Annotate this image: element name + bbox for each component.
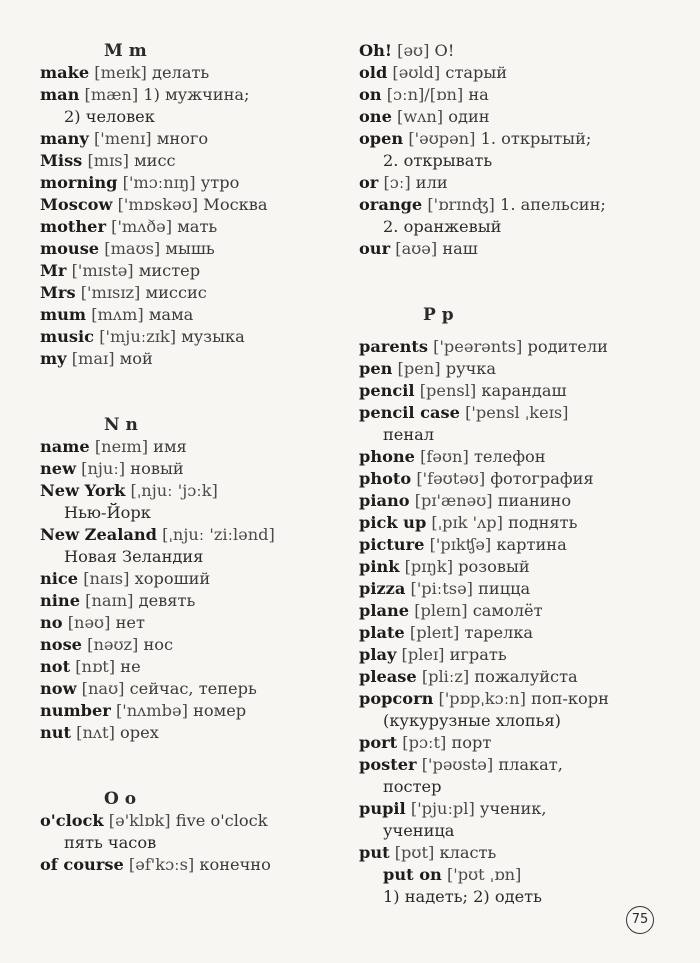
transcription: ['pɪkʧə] <box>429 535 492 554</box>
translation: на <box>468 85 489 104</box>
entry-continuation: (кукурузные хлопья) <box>383 711 561 730</box>
dictionary-entry <box>359 512 659 534</box>
transcription: [maɪ] <box>71 349 115 368</box>
translation: не <box>120 657 141 676</box>
transcription: [pʊt] <box>394 843 435 862</box>
headword: Mr <box>40 261 67 280</box>
entry-continuation: пять часов <box>64 833 157 852</box>
transcription: ['mʌðə] <box>111 217 173 236</box>
dictionary-entry <box>359 446 659 468</box>
headword: music <box>40 327 95 346</box>
dictionary-entry <box>359 600 659 622</box>
transcription: ['mɪsɪz] <box>80 283 141 302</box>
page-number: 75 <box>626 906 654 934</box>
translation: много <box>156 129 209 148</box>
translation: поднять <box>508 513 578 532</box>
transcription: ['piːtsə] <box>410 579 473 598</box>
dictionary-entry <box>359 468 659 490</box>
translation: ученик, <box>479 799 547 818</box>
headword: number <box>40 701 111 720</box>
translation: 1) мужчина; <box>143 85 250 104</box>
dictionary-entry <box>359 556 659 578</box>
translation: класть <box>439 843 497 862</box>
headword: Moscow <box>40 195 113 214</box>
headword: Mrs <box>40 283 76 302</box>
transcription: [pensl] <box>419 381 477 400</box>
translation: конечно <box>199 855 271 874</box>
translation: нос <box>143 635 174 654</box>
transcription: ['fəʊtəʊ] <box>416 469 486 488</box>
translation: орех <box>120 723 159 742</box>
translation: самолёт <box>472 601 543 620</box>
entry-continuation: 2) человек <box>64 107 155 126</box>
transcription: ['ɒrɪnʤ] <box>427 195 495 214</box>
transcription: ['pɒpˌkɔːn] <box>438 689 526 708</box>
transcription: [nʌt] <box>76 723 115 742</box>
headword: our <box>359 239 391 258</box>
headword: please <box>359 667 417 686</box>
headword: New Zealand <box>40 525 157 544</box>
dictionary-entry <box>40 854 340 876</box>
translation: тарелка <box>464 623 534 642</box>
headword: plane <box>359 601 410 620</box>
dictionary-entry <box>359 622 659 644</box>
entries-o <box>40 810 340 876</box>
dictionary-entry <box>359 842 659 864</box>
dictionary-entry <box>359 380 659 402</box>
headword: pen <box>359 359 393 378</box>
translation: карандаш <box>481 381 567 400</box>
transcription: ['nʌmbə] <box>115 701 188 720</box>
entries-o-continued <box>359 40 659 260</box>
dictionary-entry <box>359 62 659 84</box>
headword: pupil <box>359 799 406 818</box>
dictionary-entry <box>40 810 340 832</box>
translation: О! <box>434 41 455 60</box>
dictionary-entry <box>40 480 340 502</box>
headword: pencil <box>359 381 415 400</box>
transcription: [ˌnjuː 'ziːlənd] <box>162 525 275 544</box>
transcription: [pen] <box>397 359 441 378</box>
transcription: [pɪ'ænəʊ] <box>414 491 493 510</box>
headword: popcorn <box>359 689 434 708</box>
translation: розовый <box>458 557 530 576</box>
translation: пианино <box>497 491 572 510</box>
dictionary-entry <box>359 534 659 556</box>
transcription: ['pensl ˌkeɪs] <box>465 403 569 422</box>
translation: five o'clock <box>175 811 268 830</box>
dictionary-entry <box>359 688 659 710</box>
dictionary-entry <box>40 436 340 458</box>
headword: now <box>40 679 77 698</box>
dictionary-entry <box>40 656 340 678</box>
translation: пожалуйста <box>474 667 578 686</box>
transcription: ['menɪ] <box>93 129 152 148</box>
headword: play <box>359 645 397 664</box>
transcription: [ə'klɒk] <box>108 811 171 830</box>
dictionary-entry <box>359 84 659 106</box>
dictionary-entry <box>40 128 340 150</box>
transcription: [pleɪt] <box>409 623 460 642</box>
entry-continuation: постер <box>383 777 442 796</box>
translation: имя <box>153 437 187 456</box>
headword: not <box>40 657 71 676</box>
entry-continuation: 1) надеть; 2) одеть <box>383 887 542 906</box>
transcription: [ˌnjuː 'jɔːk] <box>130 481 218 500</box>
dictionary-entry <box>359 358 659 380</box>
dictionary-entry <box>40 568 340 590</box>
left-column <box>40 40 340 876</box>
transcription: [ɔː] <box>383 173 411 192</box>
dictionary-entry <box>359 798 659 820</box>
transcription: [meɪk] <box>94 63 147 82</box>
translation: музыка <box>181 327 245 346</box>
dictionary-entry <box>359 40 659 62</box>
translation: мой <box>119 349 153 368</box>
translation: нет <box>115 613 145 632</box>
letter-header-p: P p <box>423 305 454 325</box>
dictionary-entry <box>40 612 340 634</box>
headword: new <box>40 459 77 478</box>
translation: мышь <box>165 239 215 258</box>
dictionary-entry <box>40 238 340 260</box>
transcription: [nɒt] <box>75 657 116 676</box>
dictionary-entry <box>359 402 659 424</box>
dictionary-entry <box>40 304 340 326</box>
transcription: [njuː] <box>81 459 126 478</box>
letter-header-n: N n <box>104 415 138 435</box>
headword: Miss <box>40 151 83 170</box>
headword: parents <box>359 337 428 356</box>
transcription: [əʊld] <box>392 63 441 82</box>
headword: mother <box>40 217 106 236</box>
headword: poster <box>359 755 417 774</box>
dictionary-entry <box>40 216 340 238</box>
translation: картина <box>496 535 567 554</box>
headword: put on <box>383 865 442 884</box>
entry-continuation: ученица <box>383 821 455 840</box>
translation: или <box>415 173 448 192</box>
dictionary-entry <box>359 128 659 150</box>
transcription: ['peərənts] <box>433 337 523 356</box>
dictionary-entry <box>40 84 340 106</box>
headword: on <box>359 85 382 104</box>
transcription: ['mɔːnɪŋ] <box>122 173 196 192</box>
translation: новый <box>130 459 184 478</box>
headword: pencil case <box>359 403 460 422</box>
transcription: ['pʊt ˌɒn] <box>446 865 522 884</box>
translation: миссис <box>145 283 207 302</box>
dictionary-entry <box>359 864 659 886</box>
headword: man <box>40 85 80 104</box>
transcription: [pliːz] <box>421 667 470 686</box>
headword: New York <box>40 481 126 500</box>
headword: nice <box>40 569 79 588</box>
transcription: [pleɪn] <box>414 601 468 620</box>
dictionary-entry <box>359 172 659 194</box>
headword: or <box>359 173 379 192</box>
transcription: ['mɒskəʊ] <box>117 195 199 214</box>
headword: piano <box>359 491 410 510</box>
headword: plate <box>359 623 405 642</box>
transcription: [neɪm] <box>94 437 149 456</box>
headword: pick up <box>359 513 427 532</box>
translation: мама <box>148 305 194 324</box>
transcription: ['pjuːpl] <box>410 799 475 818</box>
translation: делать <box>152 63 210 82</box>
headword: Oh! <box>359 41 392 60</box>
headword: old <box>359 63 388 82</box>
dictionary-entry <box>40 282 340 304</box>
transcription: [mɪs] <box>87 151 129 170</box>
headword: pizza <box>359 579 406 598</box>
transcription: [əʊ] <box>397 41 430 60</box>
headword: nut <box>40 723 72 742</box>
transcription: [wʌn] <box>397 107 444 126</box>
transcription: ['əʊpən] <box>408 129 476 148</box>
entries-n <box>40 436 340 744</box>
headword: o'clock <box>40 811 104 830</box>
transcription: [ˌpɪk 'ʌp] <box>431 513 503 532</box>
translation: играть <box>449 645 507 664</box>
transcription: [naɪn] <box>85 591 134 610</box>
translation: номер <box>193 701 247 720</box>
transcription: [mʌm] <box>91 305 144 324</box>
dictionary-entry <box>40 172 340 194</box>
entry-continuation: Нью-Йорк <box>64 503 151 522</box>
transcription: [pɪŋk] <box>404 557 454 576</box>
dictionary-entry <box>40 678 340 700</box>
translation: мисс <box>134 151 176 170</box>
headword: phone <box>359 447 415 466</box>
translation: наш <box>442 239 478 258</box>
translation: плакат, <box>498 755 563 774</box>
dictionary-entry <box>40 194 340 216</box>
headword: no <box>40 613 63 632</box>
transcription: [pleɪ] <box>401 645 445 664</box>
headword: one <box>359 107 392 126</box>
dictionary-entry <box>40 524 340 546</box>
dictionary-entry <box>40 458 340 480</box>
translation: мистер <box>138 261 201 280</box>
headword: morning <box>40 173 118 192</box>
headword: make <box>40 63 90 82</box>
dictionary-entry <box>40 348 340 370</box>
dictionary-entry <box>359 194 659 216</box>
translation: родители <box>527 337 608 356</box>
transcription: [naɪs] <box>83 569 130 588</box>
right-column <box>359 40 659 908</box>
dictionary-entry <box>359 666 659 688</box>
transcription: [fəʊn] <box>420 447 469 466</box>
translation: фотография <box>490 469 594 488</box>
dictionary-entry <box>40 590 340 612</box>
entries-p <box>359 336 659 908</box>
headword: pink <box>359 557 400 576</box>
transcription: [naʊ] <box>81 679 125 698</box>
headword: mum <box>40 305 87 324</box>
transcription: [aʊə] <box>395 239 438 258</box>
dictionary-entry <box>359 732 659 754</box>
headword: nose <box>40 635 82 654</box>
translation: ручка <box>445 359 497 378</box>
headword: mouse <box>40 239 100 258</box>
headword: put <box>359 843 390 862</box>
translation: поп-корн <box>531 689 609 708</box>
transcription: ['mɪstə] <box>71 261 134 280</box>
transcription: [mæn] <box>84 85 139 104</box>
entry-continuation: Новая Зеландия <box>64 547 204 566</box>
translation: утро <box>200 173 240 192</box>
dictionary-entry <box>359 336 659 358</box>
headword: port <box>359 733 398 752</box>
dictionary-entry <box>359 490 659 512</box>
headword: photo <box>359 469 412 488</box>
transcription: ['mjuːzɪk] <box>99 327 177 346</box>
transcription: [pɔːt] <box>402 733 447 752</box>
dictionary-entry <box>40 722 340 744</box>
headword: open <box>359 129 404 148</box>
transcription: [maʊs] <box>104 239 161 258</box>
translation: пицца <box>478 579 531 598</box>
letter-header-m: M m <box>104 41 147 61</box>
entry-continuation: 2. открывать <box>383 151 493 170</box>
translation: Москва <box>203 195 268 214</box>
translation: 1. открытый; <box>480 129 592 148</box>
dictionary-entry <box>40 700 340 722</box>
headword: orange <box>359 195 423 214</box>
dictionary-entry <box>359 644 659 666</box>
headword: nine <box>40 591 80 610</box>
transcription: [əf'kɔːs] <box>128 855 195 874</box>
dictionary-entry <box>40 150 340 172</box>
headword: my <box>40 349 67 368</box>
transcription: [ɔːn]/[ɒn] <box>386 85 464 104</box>
dictionary-entry <box>359 238 659 260</box>
translation: девять <box>138 591 196 610</box>
transcription: ['pəʊstə] <box>421 755 494 774</box>
entries-m <box>40 62 340 370</box>
translation: мать <box>177 217 218 236</box>
translation: телефон <box>473 447 546 466</box>
headword: of course <box>40 855 124 874</box>
transcription: [nəʊ] <box>67 613 111 632</box>
dictionary-entry <box>40 634 340 656</box>
dictionary-entry <box>359 578 659 600</box>
headword: picture <box>359 535 425 554</box>
dictionary-entry <box>40 326 340 348</box>
translation: порт <box>451 733 492 752</box>
translation: старый <box>445 63 508 82</box>
entry-continuation: пенал <box>383 425 435 444</box>
letter-header-o: O o <box>104 789 137 809</box>
headword: many <box>40 129 89 148</box>
transcription: [nəʊz] <box>87 635 139 654</box>
translation: 1. апельсин; <box>500 195 606 214</box>
translation: хороший <box>134 569 211 588</box>
translation: один <box>448 107 490 126</box>
dictionary-entry <box>40 62 340 84</box>
dictionary-entry <box>359 754 659 776</box>
headword: name <box>40 437 90 456</box>
entry-continuation: 2. оранжевый <box>383 217 502 236</box>
translation: сейчас, теперь <box>129 679 257 698</box>
dictionary-entry <box>359 106 659 128</box>
dictionary-entry <box>40 260 340 282</box>
